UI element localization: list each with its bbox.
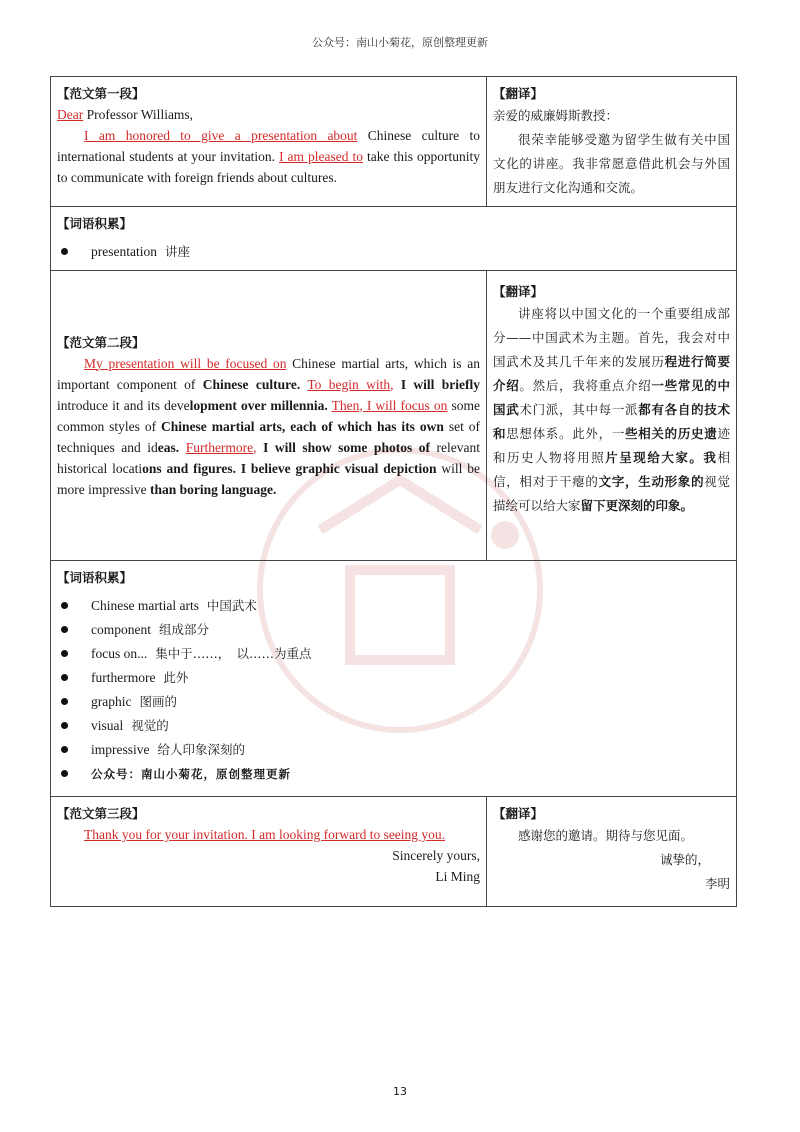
bullet-icon [61,602,68,609]
p2-row [51,271,737,561]
p3-english-cell [51,797,487,907]
p2-trans-i: 迹和历史人物将用照 [493,426,730,465]
p3-name: Li Ming [435,869,480,884]
p2-trans-a: 讲座将以中国文化的一个重要组成部分——中国武术为主题。首先，我会对中国武术及其几千年来的发展历 [493,306,730,369]
p2-text-2: introduce it and its deve [57,397,190,413]
vocab-item-footer [57,762,730,786]
vocab-item [57,666,730,690]
p2-trans-body [493,302,730,518]
p2-body [57,353,480,500]
vocab-item [57,642,730,666]
v2-list [57,594,730,786]
bullet-icon [61,698,68,705]
p2-trans-b: 程进行简要介绍 [493,354,730,393]
p2-trans-f: 都有各自的技术和 [493,402,730,441]
p1-trans-line1: 亲爱的威廉姆斯教授： [493,108,619,123]
p2-phrase-2: To begin with, [307,376,394,392]
vocab-en: visual [91,718,124,733]
vocab-en: furthermore [91,670,156,685]
vocab-zh: 讲座 [164,244,190,259]
p2-trans-k: 相信，相对于干瘪的 [493,450,730,489]
p2-text-3: some common styles of [57,397,480,434]
p2-text-5: relevant historical locati [57,439,480,476]
p2-trans-g: 思想体系。此外，一 [506,426,626,441]
p1-trans-title: 【翻译】 [493,86,544,101]
p1-text-1: Chinese culture to international students at your invitation. [57,128,480,164]
vocab-item [57,618,730,642]
p2-bold-1: Chinese culture. [202,376,301,392]
p2-translation-cell [487,271,737,561]
page-header: 公众号：南山小菊花，原创整理更新 [312,36,488,49]
p3-row [51,797,737,907]
bullet-icon [61,722,68,729]
p2-trans-e: 术门派，其中每一派 [519,402,639,417]
vocab-en: Chinese martial arts [91,598,199,613]
p2-bold-4: Chinese martial arts, each of which has its own [161,418,444,434]
page-number: 13 [393,1085,407,1098]
p2-title: 【范文第二段】 [57,334,145,350]
p2-trans-n: 留下更深刻的印象。 [580,498,694,513]
vocab-en: presentation [91,244,157,259]
p2-text-4: set of techniques and id [57,418,480,455]
p2-bold-8: than boring language. [149,481,277,497]
p2-trans-c: 。然后，我将重点介绍 [519,378,652,393]
p1-row [51,77,737,207]
vocab-item [57,738,730,762]
v1-list [57,240,730,264]
v1-row [51,207,737,271]
vocab-item [57,690,730,714]
vocab-en: component [91,622,151,637]
p1-title: 【范文第一段】 [57,86,145,101]
p3-title: 【范文第三段】 [57,806,145,821]
vocab-en: focus on... [91,646,148,661]
bullet-icon [61,674,68,681]
p2-bold-3: lopment over millennia. [189,397,328,413]
vocab-zh: 此外 [163,670,189,685]
p2-english-cell [51,271,487,561]
vocab-zh: 图画的 [139,694,177,709]
p1-salutation-name: Professor Williams, [83,107,194,122]
v1-title: 【词语积累】 [57,216,133,231]
p1-translation-cell [487,77,737,207]
p2-phrase-3: Then, I will focus on [331,397,448,413]
vocab-zh: 给人印象深刻的 [157,742,245,757]
p2-trans-d: 一些常见的中国武 [493,378,730,417]
p1-phrase-2: I am pleased to [279,149,364,164]
p3-body [57,824,480,845]
p2-bold-6: I will show some photos of [256,439,430,455]
p3-translation-cell [487,797,737,907]
p3-trans-closing: 诚挚的， [659,852,710,867]
p2-trans-l: 文字，生动形象的 [598,474,705,489]
p2-bold-5: eas. [157,439,180,455]
vocab-en: impressive [91,742,150,757]
p2-trans-title: 【翻译】 [493,284,544,299]
essay-table [50,76,737,907]
vocab-zh: 视觉的 [131,718,169,733]
vocab-zh: 组成部分 [158,622,209,637]
p1-salutation [57,104,480,125]
vocab-item [57,594,730,618]
p2-bold-7: ons and figures. I believe graphic visual depiction [142,460,437,476]
vocab-zh: 中国武术 [206,598,257,613]
p2-trans-m: 视觉描绘可以给大家 [493,474,730,513]
v2-cell [51,561,737,797]
p3-phrase-1: Thank you for your invitation. I am looking forward to seeing you. [84,827,446,842]
bullet-icon [61,626,68,633]
p2-text-6: will be more impressive [57,460,480,497]
p1-english-cell [51,77,487,207]
p1-trans-body: 很荣幸能够受邀为留学生做有关中国文化的讲座。我非常愿意借此机会与外国朋友进行文化沟通和交流。 [493,132,730,195]
v1-cell [51,207,737,271]
vocab-en: graphic [91,694,132,709]
p1-text-2: take this opportunity to communicate with foreign friends about cultures. [57,149,480,185]
v2-title: 【词语积累】 [57,570,133,585]
p2-trans-h: 些相关的历史遗 [625,426,718,441]
vocab-item [57,714,730,738]
p2-phrase-4: Furthermore, [185,439,257,455]
p2-text-1: Chinese martial arts, which is an important component of [57,355,480,392]
vocab-item [57,240,730,264]
bullet-icon [61,746,68,753]
p2-phrase-1: My presentation will be focused on [84,355,287,371]
p1-dear: Dear [57,107,84,122]
vocab-zh: 集中于……， 以……为重点 [155,646,312,661]
p3-trans-title: 【翻译】 [493,806,544,821]
p1-body [57,125,480,188]
p3-trans-body: 感谢您的邀请。期待与您见面。 [518,828,694,843]
vocab-footer-text: 公众号：南山小菊花，原创整理更新 [91,767,291,781]
p2-trans-j: 片呈现给大家。我 [605,450,718,465]
p1-phrase-1: I am honored to give a presentation about [84,128,358,143]
bullet-icon [61,248,68,255]
bullet-icon [61,650,68,657]
bullet-icon [61,770,68,777]
p3-closing: Sincerely yours, [392,848,480,863]
v2-row [51,561,737,797]
p3-trans-name: 李明 [704,876,730,891]
p2-bold-2: I will briefly [393,376,480,392]
